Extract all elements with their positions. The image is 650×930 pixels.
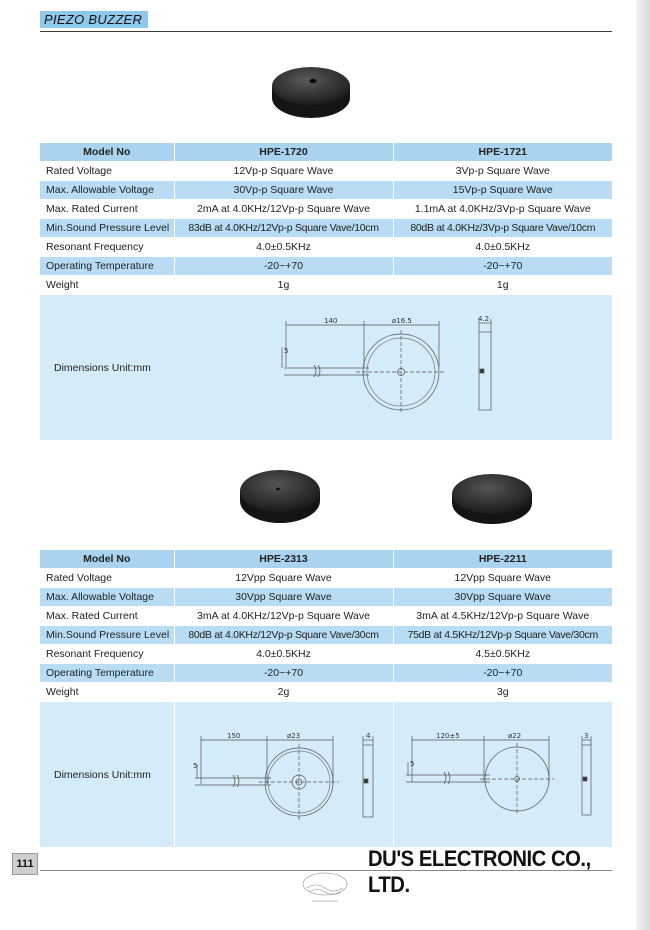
page-title: PIEZO BUZZER: [40, 11, 148, 28]
piezo-disc-photo-hpe-2313: [236, 466, 324, 526]
dimension-drawing-hpe-1720: [174, 295, 612, 437]
table-row: [40, 219, 612, 238]
row-value: 30Vpp Square Wave: [393, 588, 612, 607]
row-value: 30Vp-p Square Wave: [174, 181, 393, 200]
dim-wire: 5: [409, 760, 414, 768]
row-value: -20~+70: [393, 257, 612, 276]
row-value: 4.5±0.5KHz: [393, 645, 612, 664]
dim-wire: 5: [192, 762, 197, 770]
row-label: Weight: [40, 683, 174, 702]
dimensions-label: Dimensions Unit:mm: [40, 702, 174, 848]
row-label: Max. Allowable Voltage: [40, 181, 174, 200]
row-value: 80dB at 4.0KHz/3Vp-p Square Vave/10cm: [393, 219, 612, 238]
row-value: 12Vp-p Square Wave: [174, 162, 393, 181]
row-value: -20~+70: [174, 664, 393, 683]
row-value: 12Vpp Square Wave: [393, 569, 612, 588]
model-hpe-1721: HPE-1721: [393, 143, 612, 162]
table-header-row: [40, 143, 612, 162]
row-value: 2mA at 4.0KHz/12Vp-p Square Wave: [174, 200, 393, 219]
table-row: [40, 276, 612, 295]
dimension-drawing-hpe-2313: [175, 702, 394, 844]
table-row: [40, 626, 612, 645]
model-hpe-1720: HPE-1720: [174, 143, 393, 162]
row-value: -20~+70: [393, 664, 612, 683]
row-value: 3g: [393, 683, 612, 702]
row-label: Min.Sound Pressure Level: [40, 219, 174, 238]
row-label: Max. Rated Current: [40, 607, 174, 626]
dim-thickness: 4: [365, 732, 370, 740]
row-value: 80dB at 4.0KHz/12Vp-p Square Vave/30cm: [174, 626, 393, 645]
page-header: [40, 9, 612, 32]
dim-thickness: 4.2: [478, 315, 490, 323]
model-hpe-2211: HPE-2211: [393, 550, 612, 569]
table-row: [40, 607, 612, 626]
row-value: -20~+70: [174, 257, 393, 276]
row-label: Weight: [40, 276, 174, 295]
row-label: Resonant Frequency: [40, 645, 174, 664]
row-value: 4.0±0.5KHz: [174, 238, 393, 257]
row-value: 3mA at 4.0KHz/12Vp-p Square Wave: [174, 607, 393, 626]
row-value: 83dB at 4.0KHz/12Vp-p Square Vave/10cm: [174, 219, 393, 238]
row-label: Max. Rated Current: [40, 200, 174, 219]
row-value: 12Vpp Square Wave: [174, 569, 393, 588]
dim-diameter: ø22: [507, 732, 521, 740]
row-value: 75dB at 4.5KHz/12Vp-p Square Vave/30cm: [393, 626, 612, 645]
table-row: [40, 200, 612, 219]
model-no-label: Model No: [40, 143, 174, 162]
dim-thickness: 3: [583, 732, 588, 740]
table-row: [40, 181, 612, 200]
row-value: 3mA at 4.5KHz/12Vp-p Square Wave: [393, 607, 612, 626]
row-value: 1.1mA at 4.0KHz/3Vp-p Square Wave: [393, 200, 612, 219]
dimension-drawing-hpe-2211: [394, 702, 613, 844]
dim-length: 150: [226, 732, 240, 740]
row-label: Rated Voltage: [40, 162, 174, 181]
row-value: 4.0±0.5KHz: [174, 645, 393, 664]
row-label: Resonant Frequency: [40, 238, 174, 257]
row-value: 1g: [174, 276, 393, 295]
spec-table-2: [40, 550, 612, 848]
company-logo-icon: [300, 870, 350, 904]
spec-table-1: [40, 143, 612, 441]
dim-diameter: ø23: [286, 732, 300, 740]
dimensions-row: [40, 702, 612, 848]
table-row: [40, 257, 612, 276]
dimensions-label: Dimensions Unit:mm: [40, 295, 174, 441]
table-row: [40, 645, 612, 664]
row-label: Rated Voltage: [40, 569, 174, 588]
table-row: [40, 664, 612, 683]
dim-diameter: ø16.5: [392, 317, 412, 325]
row-value: 1g: [393, 276, 612, 295]
dim-length: 140: [324, 317, 338, 325]
page-number: 111: [12, 853, 38, 875]
dimension-drawing-cell: [174, 295, 612, 441]
table-row: [40, 683, 612, 702]
row-value: 15Vp-p Square Wave: [393, 181, 612, 200]
model-hpe-2313: HPE-2313: [174, 550, 393, 569]
dimensions-row: [40, 295, 612, 441]
dimension-drawing-cell: [174, 702, 393, 848]
row-value: 30Vpp Square Wave: [174, 588, 393, 607]
row-label: Operating Temperature: [40, 664, 174, 683]
dimension-drawing-cell: [393, 702, 612, 848]
dim-length: 120±5: [435, 732, 460, 740]
table-header-row: [40, 550, 612, 569]
table-row: [40, 588, 612, 607]
piezo-disc-photo-hpe-1720: [268, 64, 354, 122]
row-value: 3Vp-p Square Wave: [393, 162, 612, 181]
model-no-label: Model No: [40, 550, 174, 569]
row-label: Max. Allowable Voltage: [40, 588, 174, 607]
company-name: DU'S ELECTRONIC CO., LTD.: [368, 846, 591, 897]
row-value: 4.0±0.5KHz: [393, 238, 612, 257]
dim-wire: 5: [284, 347, 289, 355]
table-row: [40, 238, 612, 257]
row-value: 2g: [174, 683, 393, 702]
page-edge: [636, 0, 650, 930]
table-row: [40, 162, 612, 181]
table-row: [40, 569, 612, 588]
row-label: Operating Temperature: [40, 257, 174, 276]
row-label: Min.Sound Pressure Level: [40, 626, 174, 645]
piezo-disc-photo-hpe-2211: [448, 470, 536, 528]
